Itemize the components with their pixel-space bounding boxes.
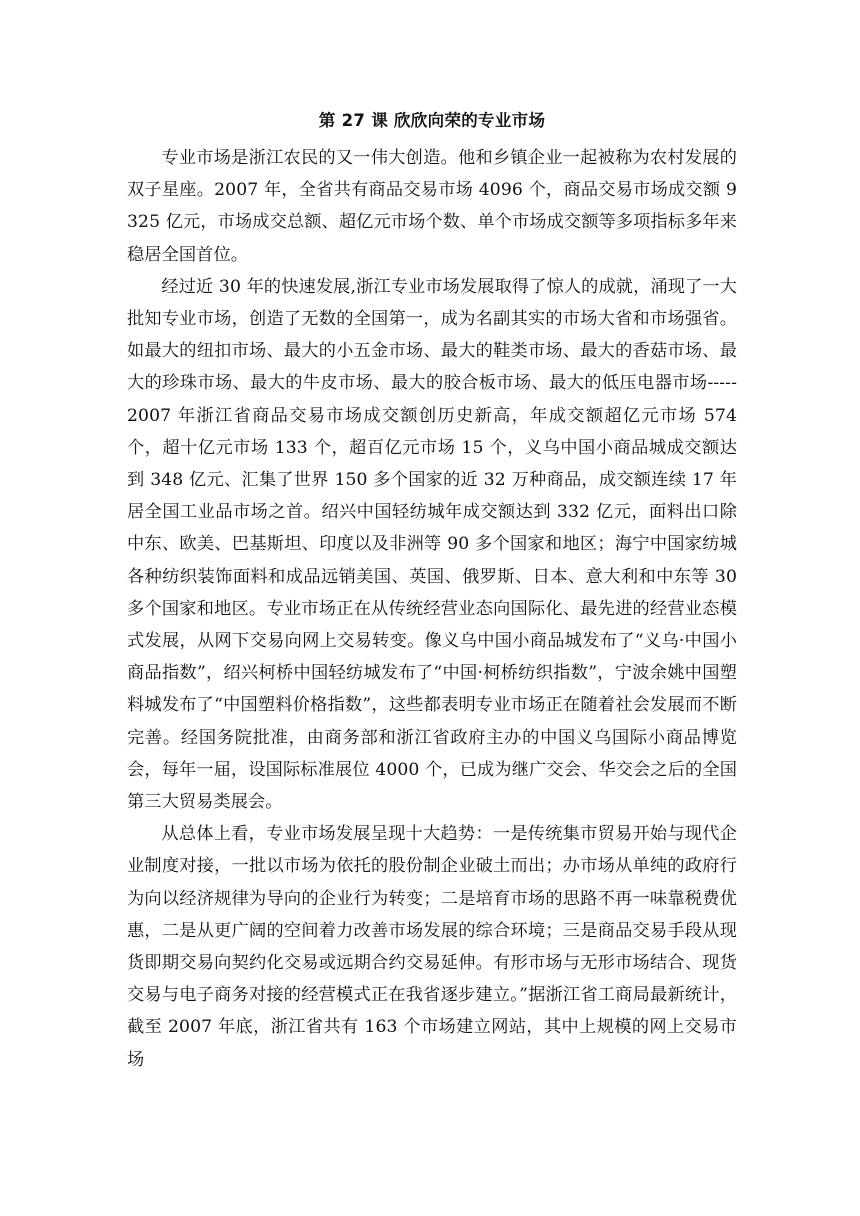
paragraph-intro: 专业市场是浙江农民的又一伟大创造。他和乡镇企业一起被称为农村发展的双子星座。2007 年，全省共有商品交易市场 4096 个，商品交易市场成交额 9325 亿元，市场成交总额、超亿元市场个数、单个市场成交额等多项指标多年来稳居全国首位。 [127,148,737,265]
paragraph-trends: 从总体上看，专业市场发展呈现十大趋势：一是传统集市贸易开始与现代企业制度对接，一批以市场为依托的股份制企业破土而出；办市场从单纯的政府行为向以经济规律为导向的企业行为转变；二是培育市场的思路不再一味靠税费优惠，二是从更广阔的空间着力改善市场发展的综合环境；三是商品交易手段从现货即期交易向契约化交易或远期合约交易延伸。有形市场与无形市场结合、现货交易与电子商务对接的经营模式正在我省逐步建立。”据浙江省工商局最新统计，截至 2007 年底，浙江省共有 163 个市场建立网站，其中上规模的网上交易市场 [127,824,737,1070]
lesson-title: 第 27 课 欣欣向荣的专业市场 [318,111,546,130]
paragraph-achievements: 经过近 30 年的快速发展,浙江专业市场发展取得了惊人的成就，涌现了一大批知专业市场，创造了无数的全国第一，成为名副其实的市场大省和市场强省。如最大的纽扣市场、最大的小五金市场、最大的鞋类市场、最大的香菇市场、最大的珍珠市场、最大的牛皮市场、最大的胶合板市场、最大的低压电器市场-----2007 年浙江省商品交易市场成交额创历史新高，年成交额超亿元市场 574 个，超十亿元市场 133 个，超百亿元市场 15 个，义乌中国小商品城成交额达到 348 亿元、汇集了世界 150 多个国家的近 32 万种商品，成交额连续 17 年居全国工业品市场之首。绍兴中国轻纺城年成交额达到 332 亿元，面料出口除中东、欧美、巴基斯坦、印度以及非洲等 90 多个国家和地区；海宁中国家纺城各种纺织装饰面料和成品远销美国、英国、俄罗斯、日本、意大利和中东等 30 多个国家和地区。专业市场正在从传统经营业态向国际化、最先进的经营业态模式发展，从网下交易向网上交易转变。像义乌中国小商品城发布了“义乌·中国小商品指数”，绍兴柯桥中国轻纺城发布了“中国·柯桥纺织指数”，宁波余姚中国塑料城发布了“中国塑料价格指数”，这些都表明专业市场正在随着社会发展而不断完善。经国务院批准，由商务部和浙江省政府主办的中国义乌国际小商品博览会，每年一届，设国际标准展位 4000 个，已成为继广交会、华交会之后的全国第三大贸易类展会。 [127,276,737,813]
document-page [127,108,737,1076]
